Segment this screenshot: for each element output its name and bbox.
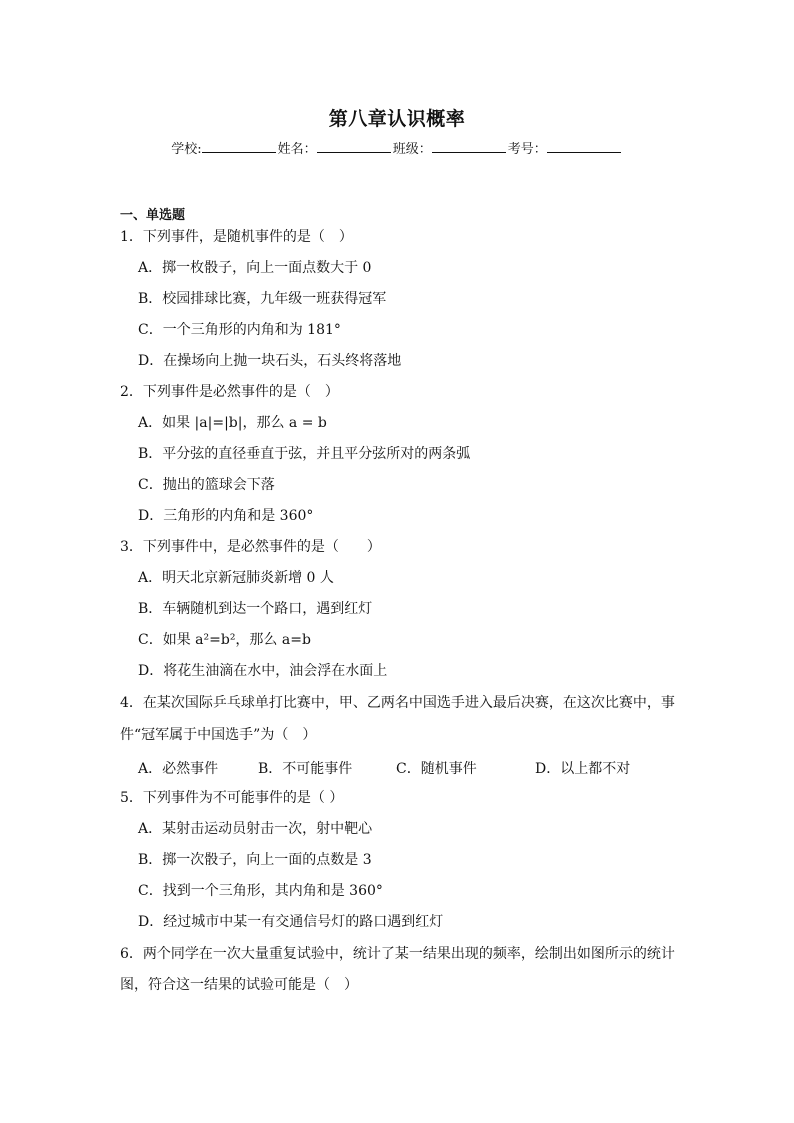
option-b: B．平分弦的直径垂直于弦，并且平分弦所对的两条弧 [138, 446, 471, 462]
option-a: A．掷一枚骰子，向上一面点数大于 0 [138, 260, 372, 276]
option-a: A．必然事件 [138, 761, 219, 777]
option-a: A．明天北京新冠肺炎新增 0 人 [138, 570, 334, 586]
option-b: B．不可能事件 [258, 761, 353, 777]
class-blank[interactable] [432, 138, 506, 153]
option-d: D．以上都不对 [535, 761, 631, 777]
number-label: 考号： [507, 142, 547, 157]
option-b: B．车辆随机到达一个路口，遇到红灯 [138, 601, 373, 617]
page-title: 第八章认识概率 [328, 108, 466, 130]
name-label: 姓名： [277, 142, 317, 157]
question-stem: 1．下列事件，是随机事件的是（ ） [120, 229, 353, 245]
question-stem: 3．下列事件中，是必然事件的是（ ） [120, 539, 381, 555]
option-b: B．校园排球比赛，九年级一班获得冠军 [138, 291, 387, 307]
option-d: D．三角形的内角和是 360° [138, 508, 314, 524]
question-stem: 2．下列事件是必然事件的是（ ） [120, 384, 339, 400]
school-label: 学校: [171, 142, 202, 157]
question-stem: 5．下列事件为不可能事件的是（ ） [120, 790, 344, 806]
section-title: 一、单选题 [120, 208, 186, 223]
option-c: C．抛出的篮球会下落 [138, 477, 275, 493]
option-c: C．一个三角形的内角和为 181° [138, 322, 341, 338]
question-stem-continued: 件“冠军属于中国选手”为（ ） [120, 727, 317, 743]
student-info-line [0, 138, 794, 157]
option-d: D．经过城市中某一有交通信号灯的路口遇到红灯 [138, 914, 444, 930]
option-a: A．某射击运动员射击一次，射中靶心 [138, 821, 373, 837]
name-blank[interactable] [317, 138, 391, 153]
option-c: C．如果 a²=b²，那么 a=b [138, 632, 311, 648]
option-d: D．在操场向上抛一块石头，石头终将落地 [138, 353, 402, 369]
option-b: B．掷一次骰子，向上一面的点数是 3 [138, 852, 372, 868]
question-stem-continued: 图，符合这一结果的试验可能是（ ） [120, 977, 358, 993]
option-a: A．如果 |a|=|b|，那么 a = b [138, 415, 327, 431]
number-blank[interactable] [547, 138, 621, 153]
option-d: D．将花生油滴在水中，油会浮在水面上 [138, 663, 388, 679]
question-stem: 6．两个同学在一次大量重复试验中，统计了某一结果出现的频率，绘制出如图所示的统计 [120, 946, 675, 962]
question-stem: 4．在某次国际乒乓球单打比赛中，甲、乙两名中国选手进入最后决赛，在这次比赛中，事 [120, 695, 675, 711]
option-c: C．找到一个三角形，其内角和是 360° [138, 883, 383, 899]
class-label: 班级： [392, 142, 432, 157]
option-c: C．随机事件 [396, 761, 477, 777]
school-blank[interactable] [202, 138, 276, 153]
